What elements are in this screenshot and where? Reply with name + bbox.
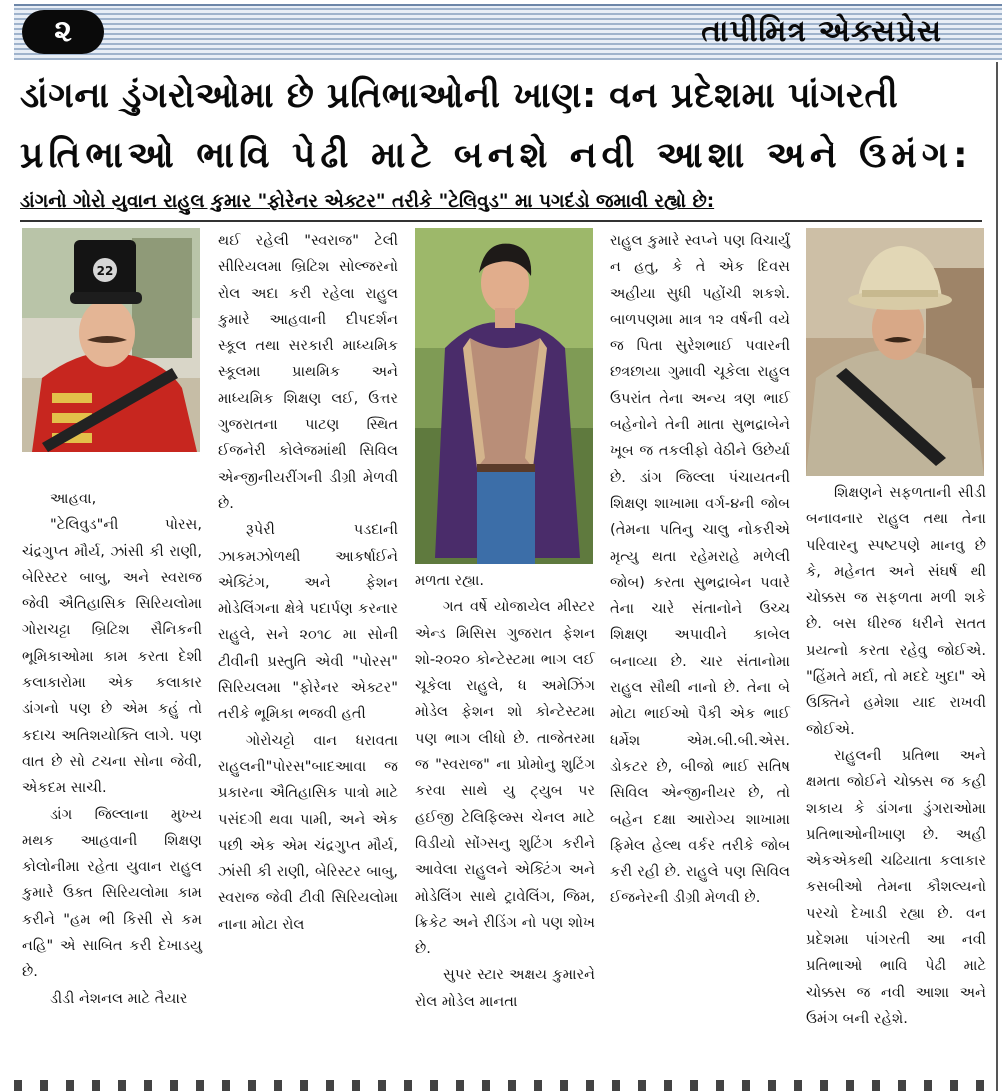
next-article-headline-cropped	[14, 1080, 994, 1091]
column-paragraph: ગત વર્ષે યોજાયેલ મીસ્ટર એન્ડ મિસિસ ગુજરાત ફેશન શો-૨૦૨૦ કોન્ટેસ્ટમા ભાગ લઈ ચૂકેલા રાહુલે, ધ અમેઝિંગ મોડેલ ફેશન શો કોન્ટેસ્ટમા પણ ભાગ લીધો છે. તાજેતરમા જ "સ્વરાજ" ના પ્રોમોનુ શુટિંગ કરવા સાથે યુ ટ્યુબ પર હઈજી ટેલિફિલ્મ્સ ચેનલ માટે વિડીયો સોંગ્સનુ શુટિંગ કરીને આવેલા રાહુલને એક્ટિંગ અને મોડેલિંગ સાથે ટ્રાવેલિંગ, જિમ, ક્રિકેટ અને રીડિંગ નો પણ શોખ છે.	[415, 598, 595, 958]
photo-soldier-red-coat	[22, 228, 200, 452]
page-edge-rule	[996, 62, 998, 1091]
subheadline: ડાંગનો ગોરો યુવાન રાહુલ કુમાર "ફોરેનર એક્ટર" તરીકે "ટેલિવુડ" મા પગદંડો જમાવી રહ્યો છે:	[20, 191, 715, 212]
cap-badge-number: 22	[96, 264, 114, 278]
column-paragraph: મળતા રહ્યા.	[415, 572, 485, 589]
column-paragraph: ડીડી નેશનલ માટે તૈયાર	[50, 989, 188, 1007]
newspaper-name: તાપીમિત્ર એક્સપ્રેસ	[701, 14, 942, 49]
column-paragraph: રૂપેરી પડદાની ઝાકમઝોળથી આકર્ષાઈને એક્ટિંગ, અને ફેશન મોડેલિંગના ક્ષેત્રે પદાર્પણ કરનાર રાહુલે, સને ૨૦૧૮ મા સોની ટીવીની પ્રસ્તુતિ એવી "પોરસ" સિરિયલમા "ફોરેનર એક્ટર" તરીકે ભૂમિકા ભજવી હતી	[218, 521, 398, 723]
article-column-2	[218, 228, 398, 938]
column-paragraph: રાહુલની પ્રતિભા અને ક્ષમતા જોઈને ચોક્કસ જ કહી શકાય કે ડાંગના ડુંગરાઓમા પ્રતિભાઓનીખાણ છે. અહી એકએકથી ચઢિયાતા કલાકાર કસબીઓ તેમના કૌશલ્યનો પરચો દેખાડી રહ્યા છે. વન પ્રદેશમા પાંગરતી આ નવી પ્રતિભાઓ ભાવિ પેઢી માટે ચોક્કસ જ નવી આશા અને ઉમંગ બની રહેશે.	[806, 746, 986, 1027]
subheadline-rule	[20, 220, 982, 222]
photo-model-jacket	[415, 228, 593, 564]
headline-line-2: પ્રતિભાઓ ભાવિ પેઢી માટે બનશે નવી આશા અને ઉમંગ:	[20, 135, 973, 176]
article-column-1	[22, 486, 202, 1012]
article-column-4	[610, 228, 790, 912]
column-paragraph: ગોરોચટ્ટો વાન ધરાવતા રાહુલની"પોરસ"બાદઆવા જ પ્રકારના ઐતિહાસિક પાત્રો માટે પસંદગી થવા પામી, અને એક પછી એક એમ ચંદ્રગુપ્ત મૌર્ય, ઝાંસી કી રાણી, બેરિસ્ટર બાબુ, સ્વરાજ જેવી ટીવી સિરિયલોમા નાના મોટા રોલ	[218, 731, 398, 933]
column-paragraph: ડાંગ જિલ્લાના મુખ્ય મથક આહવાની શિક્ષણ કોલોનીમા રહેતા યુવાન રાહુલ કુમારે ઉક્ત સિરિયલોમા કામ કરીને "હમ ભી કિસી સે કમ નહિ" એ સાબિત કરી દેખાડયુ છે.	[22, 805, 202, 981]
column-paragraph: થઈ રહેલી "સ્વરાજ" ટેલી સીરિયલમા બ્રિટિશ સોલ્જરનો રોલ અદા કરી રહેલા રાહુલ કુમારે આહવાની દીપદર્શન સ્કૂલ તથા સરકારી માધ્યમિક સ્કૂલમા પ્રાથમિક અને માધ્યમિક શિક્ષણ લઈ, ઉત્તર ગુજરાતના પાટણ સ્થિત ઈજનેરી કોલેજમાંથી સિવિલ એન્જીનીયરીંગની ડીગ્રી મેળવી છે.	[218, 232, 398, 512]
headline-line-1: ડાંગના ડુંગરોઓમા છે પ્રતિભાઓની ખાણ: વન પ્રદેશમા પાંગરતી	[20, 76, 899, 116]
column-paragraph: રાહુલ કુમારે સ્વપ્ને પણ વિચાર્યું ન હતુ, કે તે એક દિવસ અહીયા સુધી પહોંચી શકશે. બાળપણમા માત્ર ૧૨ વર્ષની વયે જ પિતા સુરેશભાઈ પવારની છત્રછાયા ગુમાવી ચૂકેલા રાહુલ ઉપરાંત તેના અન્ય ત્રણ ભાઈ બહેનોને તેની માતા સુભદ્રાબેને ખૂબ જ તકલીફો વેઠીને ઉછેર્યા છે. ડાંગ જિલ્લા પંચાયતની શિક્ષણ શાખામા વર્ગ-૪ની જોબ (તેમના પતિનુ ચાલુ નોકરીએ મૃત્યુ થતા રહેમરાહે મળેલી જોબ) કરતા સુભદ્રાબેન પવારે તેના ચારે સંતાનોને ઉચ્ચ શિક્ષણ અપાવીને કાબેલ બનાવ્યા છે. ચાર સંતાનોમા રાહુલ સૌથી નાનો છે. તેના બે મોટા ભાઈઓ પૈકી એક ભાઈ ધર્મેશ એમ.બી.બી.એસ. ડોકટર છે, બીજો ભાઈ સતિષ સિવિલ એન્જીનીયર છે, તો બહેન દક્ષા આરોગ્ય શાખામા ફિમેલ હેલ્થ વર્કર તરીકે જોબ કરી રહી છે. રાહુલે પણ સિવિલ ઈજનેરની ડીગ્રી મેળવી છે.	[610, 232, 790, 907]
article-column-5	[806, 480, 986, 1032]
column-paragraph: "ટેલિવુડ"ની પોરસ, ચંદ્રગુપ્ત મૌર્ય, ઝાંસી કી રાણી, બેરિસ્ટર બાબુ, અને સ્વરાજ જેવી ઐતિહાસિક સિરિયલોમા ગોરાચટ્ટા બ્રિટિશ સૈનિકની ભૂમિકાઓમા કામ કરતા દેશી કલાકારોમા એક કલાકાર ડાંગનો પણ છે એમ કહું તો કદાચ અતિશયોક્તિ લાગે. પણ વાત છે સો ટચના સોના જેવી, એકદમ સાચી.	[22, 516, 202, 797]
page-number-badge: ૨	[22, 10, 104, 54]
column-paragraph: સુપર સ્ટાર અક્ષય કુમારને રોલ મોડેલ માનતા	[415, 966, 595, 1010]
photo-pith-helmet	[806, 228, 984, 476]
column-paragraph: આહવા,	[50, 490, 97, 507]
column-paragraph: શિક્ષણને સફળતાની સીડી બનાવનાર રાહુલ તથા તેના પરિવારનુ સ્પષ્ટપણે માનવુ છે કે, મહેનત અને સંઘર્ષ થી ચોક્કસ જ સફળતા મળી શકે છે. બસ ધીરજ ધરીને સતત પ્રયત્નો કરતા રહેવુ જોઈએ. "હિંમતે મર્દા, તો મદદે ખુદા" એ ઉક્તિને હમેશા યાદ રાખવી જોઈએ.	[806, 484, 986, 738]
article-column-3	[415, 568, 595, 1015]
